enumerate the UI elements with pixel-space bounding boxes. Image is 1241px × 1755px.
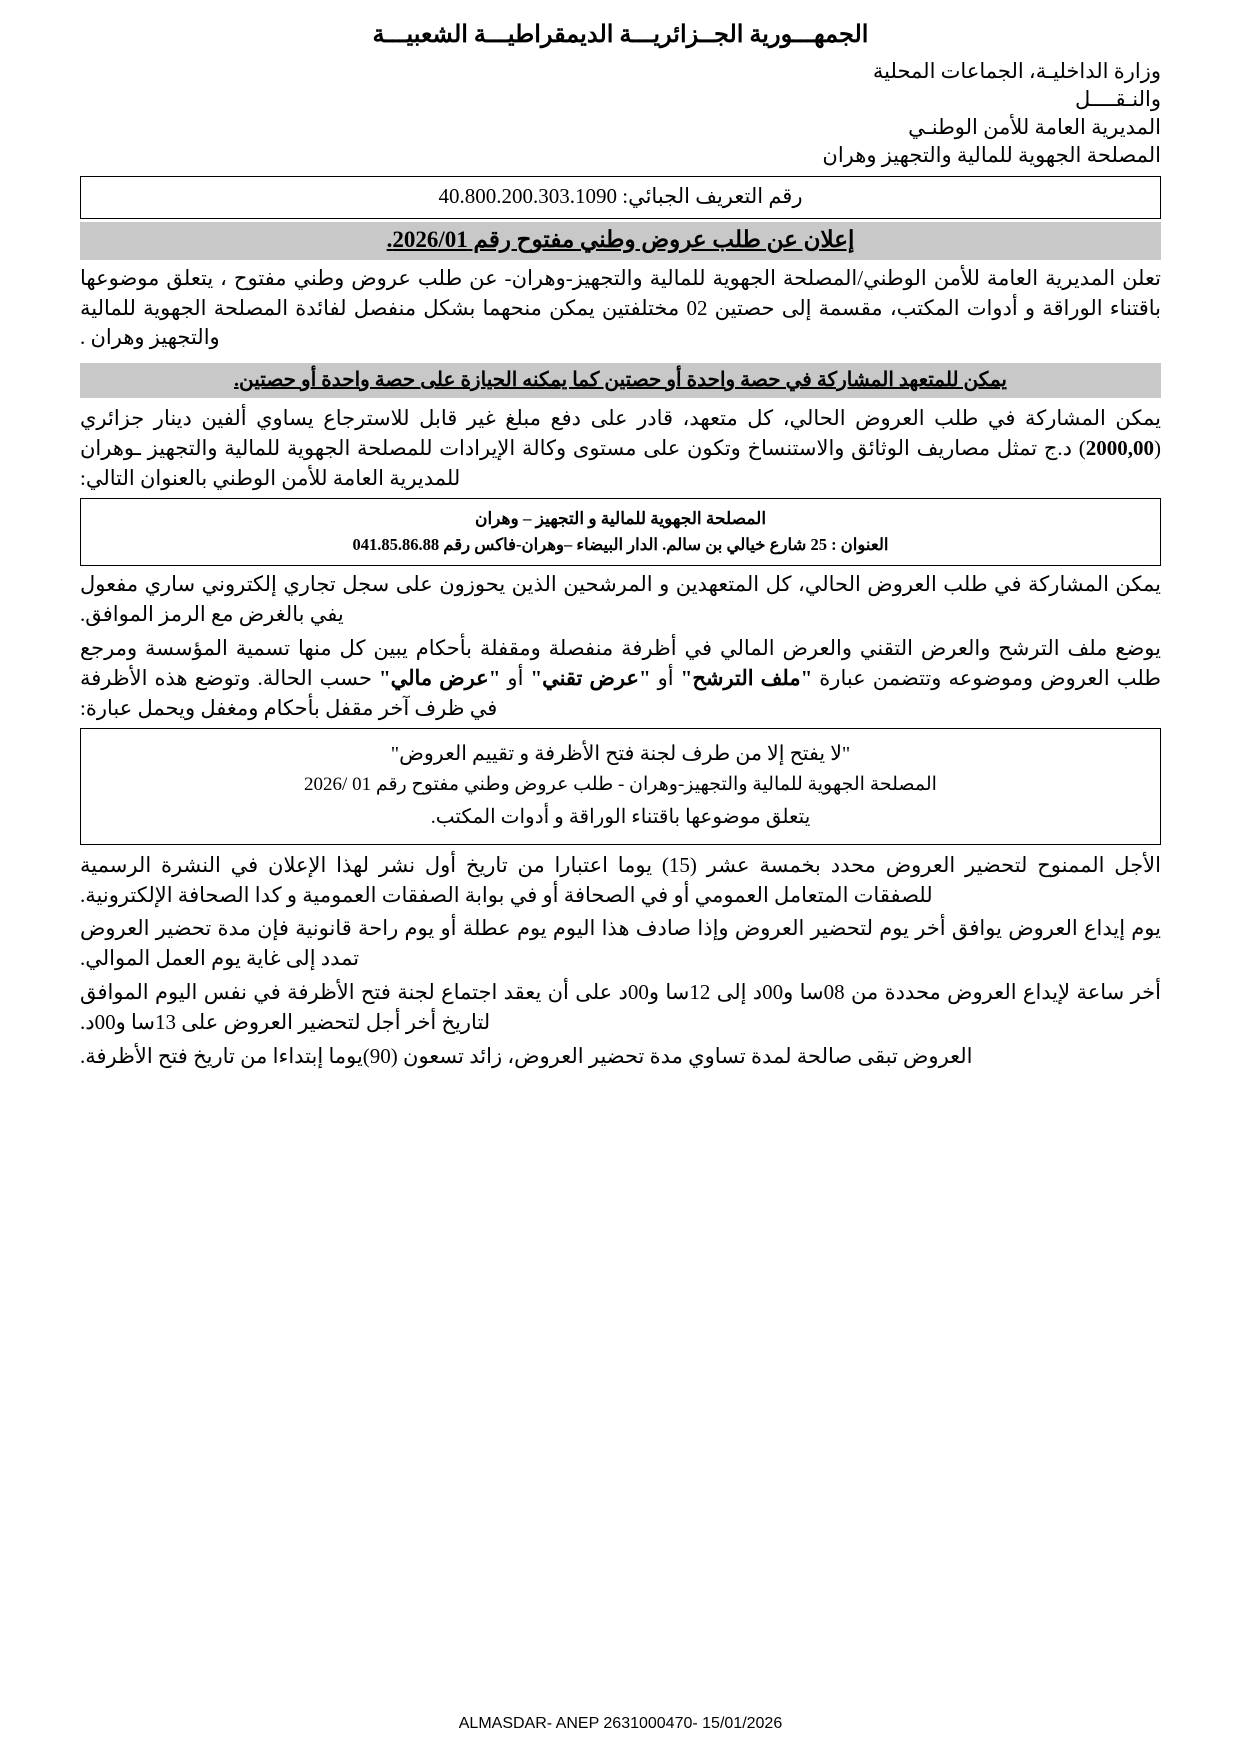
address-box	[80, 498, 1161, 567]
envelopes-part-1: يوضع ملف الترشح والعرض التقني والعرض المالي في أظرفة منفصلة ومقفلة بأحكام يبين كل منها تسمية المؤسسة ومرجع طلب العروض وموضوعه وتتضمن عبارة	[80, 636, 1161, 690]
fee-paragraph	[80, 404, 1161, 493]
envelopes-paragraph	[80, 634, 1161, 723]
offer-validity-paragraph: العروض تبقى صالحة لمدة تساوي مدة تحضير العروض، زائد تسعون (90)يوما إبتداءا من تاريخ فتح الأظرفة.	[80, 1043, 973, 1068]
lots-participation-banner: يمكن للمتعهد المشاركة في حصة واحدة أو حصتين كما يمكنه الحيازة على حصة واحدة أو حصتين.	[80, 363, 1161, 398]
envelopes-or-2: أو	[500, 665, 531, 690]
address-line-2: العنوان : 25 شارع خيالي بن سالم. الدار البيضاء –وهران-فاكس رقم 041.85.86.88	[352, 534, 889, 554]
ministry-header-block	[80, 58, 1161, 170]
intro-paragraph: تعلن المديرية العامة للأمن الوطني/المصلحة الجهوية للمالية والتجهيز-وهران- عن طلب عروض وطني مفتوح ، يتعلق موضوعها باقتناء الوراقة و أدوات المكتب، مقسمة إلى حصتين 02 مختلفتين يمكن منحهما بشكل منفصل لفائدة المصلحة الجهوية للمالية والتجهيز وهران .	[80, 265, 1161, 350]
envelopes-part-2: حسب الحالة. وتوضع هذه الأظرفة في ظرف آخر مقفل بأحكام ومغفل ويحمل عبارة:	[80, 665, 498, 720]
submission-hours-paragraph: أخر ساعة لإيداع العروض محددة من 08سا و00د إلى 12سا و00د على أن يعقد اجتماع لجنة فتح الأظرفة في نفس اليوم الموافق لتاريخ أخر أجل لتحضير العروض على 13سا و00د.	[80, 979, 1162, 1034]
registry-paragraph: يمكن المشاركة في طلب العروض الحالي، كل المتعهدين و المرشحين الذين يحوزون على سجل تجاري إلكتروني ساري مفعول يفي بالغرض مع الرمز الموافق.	[80, 572, 1161, 627]
envelope-label-candidacy: "ملف الترشح"	[680, 665, 813, 690]
fee-paragraph-part-2: ) د.ج تمثل مصاريف الوثائق والاستنساخ وتكون على مستوى وكالة الإيرادات للمصلحة الجهوية للمالية والتجهيز ـوهران للمديرية العامة للأمن الوطني بالعنوان التالي:	[80, 435, 1086, 490]
fee-paragraph-part-1: يمكن المشاركة في طلب العروض الحالي، كل متعهد، قادر على دفع مبلغ غير قابل للاسترجاع يساوي ألفين دينار جزائري (	[80, 406, 1161, 460]
deadline-paragraph: الأجل الممنوح لتحضير العروض محدد بخمسة عشر (15) يوما اعتبارا من تاريخ أول نشر لهذا الإعلان في النشرة الرسمية للصفقات المتعامل العمومي أو في الصحافة أو في بوابة الصفقات العمومية و كدا الصحافة الإلكترونية.	[80, 852, 1161, 907]
holiday-paragraph: يوم إيداع العروض يوافق أخر يوم لتحضير العروض وإذا صادف هذا اليوم يوم عطلة أو يوم راحة قانونية فإن مدة تحضير العروض تمدد إلى غاية يوم العمل الموالي.	[80, 916, 1161, 971]
ministry-line-2: والنـقــــل	[1075, 86, 1161, 111]
envelope-line-3: يتعلق موضوعها باقتناء الوراقة و أدوات المكتب.	[430, 805, 811, 828]
footer-reference: ALMASDAR- ANEP 2631000470- 15/01/2026	[458, 1715, 783, 1732]
envelope-label-technical: "عرض تقني"	[530, 665, 651, 690]
address-line-1: المصلحة الجهوية للمالية و التجهيز – وهران	[474, 508, 767, 528]
ministry-line-1: وزارة الداخليـة، الجماعات المحلية	[872, 59, 1161, 83]
ministry-line-4: المصلحة الجهوية للمالية والتجهيز وهران	[822, 142, 1161, 167]
announcement-title-banner: إعلان عن طلب عروض وطني مفتوح رقم 2026/01.	[80, 222, 1161, 260]
envelopes-or-1: أو	[650, 665, 681, 690]
envelope-inscription-box	[80, 728, 1161, 845]
page-title: الجمهـــورية الجــزائريـــة الديمقراطيـــة الشعبيـــة	[372, 22, 869, 48]
ministry-line-3: المديرية العامة للأمن الوطنـي	[908, 114, 1161, 139]
envelope-label-financial: "عرض مالي"	[378, 665, 501, 690]
blank-area	[80, 1075, 1161, 1505]
tax-id-box: رقم التعريف الجبائي: 40.800.200.303.1090	[80, 176, 1161, 219]
fee-amount: 2000,00	[1085, 435, 1154, 460]
envelope-line-1: "لا يفتح إلا من طرف لجنة فتح الأظرفة و تقييم العروض"	[390, 742, 851, 765]
envelope-line-2: المصلحة الجهوية للمالية والتجهيز-وهران - طلب عروض وطني مفتوح رقم 01 /2026	[304, 774, 937, 796]
